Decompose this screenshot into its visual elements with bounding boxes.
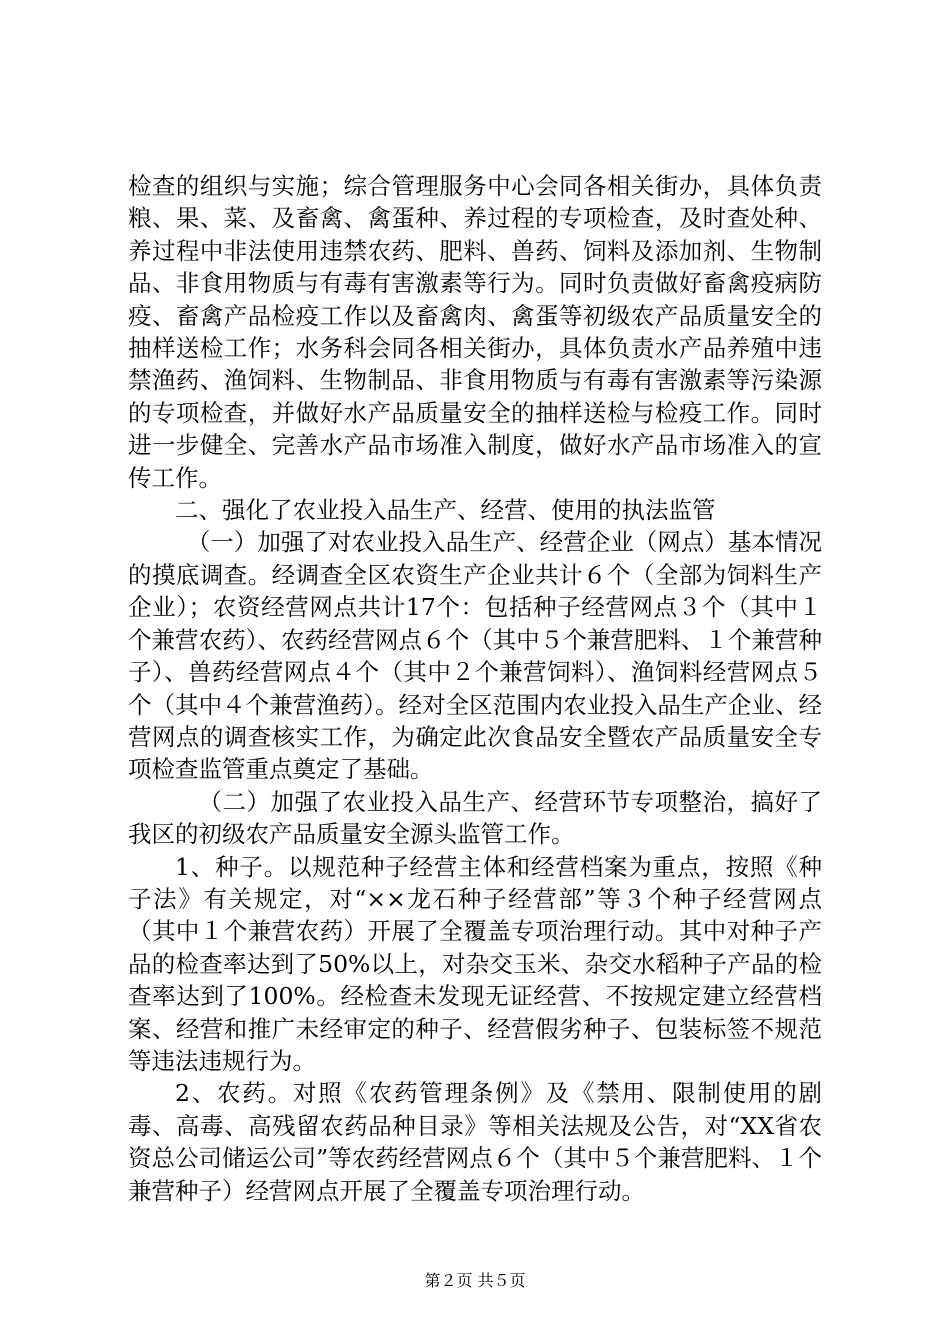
paragraph-inspection-organization: 检查的组织与实施；综合管理服务中心会同各相关街办，具体负责粮、果、菜、及畜禽、禽蛋种、养过程的专项检查，及时查处种、养过程中非法使用违禁农药、肥料、兽药、饲料及添加剂、生物制品、非食用物质与有毒有害激素等行为。同时负责做好畜禽疫病防疫、畜禽产品检疫工作以及畜禽肉、禽蛋等初级农产品质量安全的抽样送检工作；水务科会同各相关街办，具体负责水产品养殖中违禁渔药、渔饲料、生物制品、非食用物质与有毒有害激素等污染源的专项检查，并做好水产品质量安全的抽样送检与检疫工作。同时进一步健全、完善水产品市场准入制度，做好水产品市场准入的宣传工作。 [128,172,822,492]
paragraph-special-rectification: （二）加强了农业投入品生产、经营环节专项整治，搞好了我区的初级农产品质量安全源头监管工作。 [128,787,822,849]
document-body [128,170,822,1207]
page-number-footer: 第２页 共５页 [424,1271,526,1290]
paragraph-survey: （一）加强了对农业投入品生产、经营企业（网点）基本情况的摸底调查。经调查全区农资生产企业共计６个（全部为饲料生产企业）；农资经营网点共计17个：包括种子经营网点３个（其中１个兼营农药）、农药经营网点６个（其中５个兼营肥料、１个兼营种子）、兽药经营网点４个（其中２个兼营饲料）、渔饲料经营网点５个（其中４个兼营渔药）。经对全区范围内农业投入品生产企业、经营网点的调查核实工作，为确定此次食品安全暨农产品质量安全专项检查监管重点奠定了基础。 [128,528,822,784]
section-heading-strengthen-enforcement: 二、强化了农业投入品生产、经营、使用的执法监管 [175,496,716,525]
paragraph-seeds: 1、种子。以规范种子经营主体和经营档案为重点，按照《种子法》有关规定，对“××龙石种子经营部”等３个种子经营网点（其中１个兼营农药）开展了全覆盖专项治理行动。其中对种子产品的检查率达到了50%以上，对杂交玉米、杂交水稻种子产品的检查率达到了100%。经检查未发现无证经营、不按规定建立经营档案、经营和推广未经审定的种子、经营假劣种子、包装标签不规范等违法违规行为。 [128,852,822,1075]
paragraph-pesticides: 2、农药。对照《农药管理条例》及《禁用、限制使用的剧毒、高毒、高残留农药品种目录》等相关法规及公告，对“XX省农资总公司储运公司”等农药经营网点６个（其中５个兼营肥料、１个兼营种子）经营网点开展了全覆盖专项治理行动。 [128,1079,822,1205]
